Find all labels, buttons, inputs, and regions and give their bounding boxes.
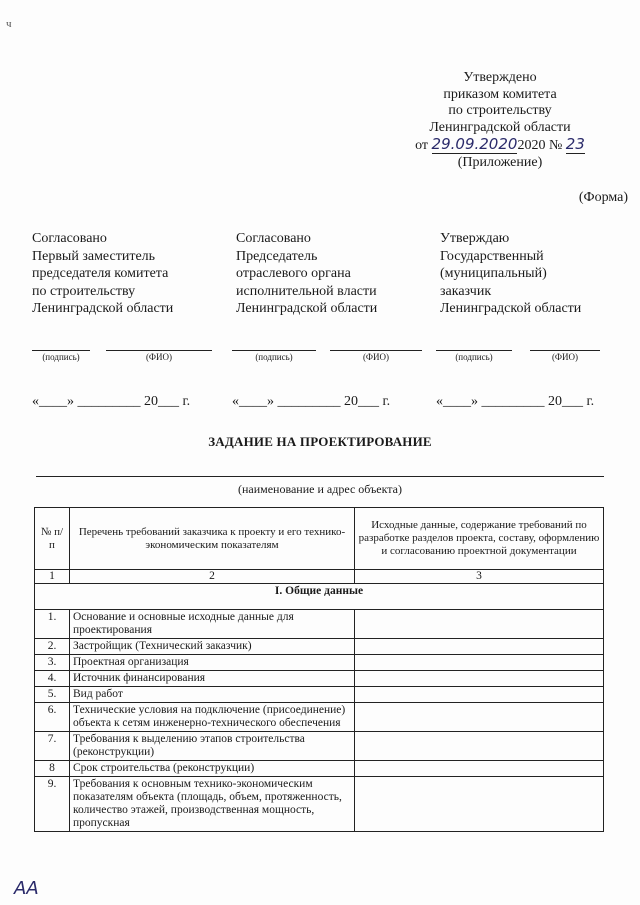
row-number: 6. (35, 703, 70, 732)
column-number: 3 (355, 570, 604, 584)
form-label: (Форма) (578, 190, 628, 205)
table-row (35, 703, 604, 732)
row-number: 4. (35, 671, 70, 687)
signatory-line: Председатель (236, 248, 318, 264)
row-number: 7. (35, 732, 70, 761)
row-number: 3. (35, 655, 70, 671)
approval-date-line (380, 136, 620, 155)
table-row (35, 655, 604, 671)
signature-caption: (подпись) (42, 352, 80, 362)
row-text: Требования к выделению этапов строительства (реконструкции) (70, 732, 355, 761)
signatory-line: по строительству (32, 283, 136, 299)
signatory-column-3 (440, 230, 581, 318)
corner-mark: ч (6, 18, 12, 30)
table-row (35, 761, 604, 777)
handwritten-date: 29.09.2020 (431, 135, 518, 153)
row-value (355, 655, 604, 671)
approval-block (380, 70, 620, 171)
table-row (35, 671, 604, 687)
signatory-line: Ленинградской области (236, 301, 378, 316)
row-value (355, 610, 604, 639)
year-suffix: 2020 № (517, 138, 563, 153)
approval-line: Ленинградской области (429, 119, 571, 135)
name-line (530, 350, 600, 351)
signatory-line: (муниципальный) (440, 266, 547, 281)
row-value (355, 671, 604, 687)
column-number: 2 (70, 570, 355, 584)
signatory-line: Первый заместитель (32, 248, 156, 264)
section-row (35, 584, 604, 610)
row-text: Проектная организация (70, 655, 355, 671)
header-num: № п/п (35, 508, 70, 570)
signatory-line: Согласовано (236, 231, 311, 246)
row-text: Вид работ (70, 687, 355, 703)
row-value (355, 687, 604, 703)
signatory-line: исполнительной власти (236, 283, 377, 299)
signature-caption: (подпись) (255, 352, 293, 362)
name-line (106, 350, 212, 351)
approval-date-field: «____» _________ 20___ г. (232, 394, 391, 409)
signature-caption: (подпись) (455, 352, 493, 362)
approval-line: приказом комитета (443, 86, 557, 102)
row-number: 9. (35, 777, 70, 832)
signatory-line: Согласовано (32, 231, 107, 246)
signatory-column-1 (32, 230, 173, 318)
approval-date-field: «____» _________ 20___ г. (32, 394, 191, 409)
row-value (355, 761, 604, 777)
name-caption: (ФИО) (145, 352, 173, 362)
table-row (35, 610, 604, 639)
row-text: Требования к основным технико-экономическим показателям объекта (площадь, объем, протяженность, количество этажей, производственная мощность, пропускная (70, 777, 355, 832)
row-text: Технические условия на подключение (присоединение) объекта к сетям инженерно-технического обеспечения (70, 703, 355, 732)
signatory-line: Ленинградской области (32, 301, 174, 316)
signatory-line: председателя комитета (32, 266, 169, 281)
row-text: Основание и основные исходные данные для проектирования (70, 610, 355, 639)
row-number: 8 (35, 761, 70, 777)
row-number: 2. (35, 639, 70, 655)
table-row (35, 639, 604, 655)
approval-line: по строительству (448, 103, 552, 118)
name-caption: (ФИО) (551, 352, 579, 362)
document-title: ЗАДАНИЕ НА ПРОЕКТИРОВАНИЕ (208, 434, 432, 449)
column-numbers-row (35, 570, 604, 584)
signature-line (32, 350, 90, 351)
handwritten-number: 23 (565, 135, 585, 153)
header-data: Исходные данные, содержание требований по разработке разделов проекта, составу, оформлению и согласованию проектной документации (355, 508, 604, 570)
row-value (355, 732, 604, 761)
header-requirements: Перечень требований заказчика к проекту и его технико-экономическим показателям (70, 508, 355, 570)
handwritten-initials: АА (14, 878, 39, 899)
signatory-line: отраслевого органа (236, 266, 351, 281)
signatory-column-2 (236, 230, 377, 318)
approval-line: Утверждено (463, 70, 537, 85)
name-line (330, 350, 422, 351)
row-value (355, 777, 604, 832)
row-value (355, 703, 604, 732)
column-number: 1 (35, 570, 70, 584)
section-title: I. Общие данные (35, 584, 604, 610)
name-caption: (ФИО) (362, 352, 390, 362)
row-value (355, 639, 604, 655)
table-row (35, 732, 604, 761)
row-text: Источник финансирования (70, 671, 355, 687)
signature-line (436, 350, 512, 351)
signatory-line: заказчик (440, 283, 492, 299)
row-text: Застройщик (Технический заказчик) (70, 639, 355, 655)
requirements-table (34, 507, 604, 832)
table-row (35, 687, 604, 703)
signatory-line: Государственный (440, 248, 544, 264)
table-row (35, 777, 604, 832)
row-text: Срок строительства (реконструкции) (70, 761, 355, 777)
row-number: 1. (35, 610, 70, 639)
appendix-label: (Приложение) (457, 154, 543, 170)
signatory-line: Ленинградской области (440, 301, 582, 316)
object-caption: (наименование и адрес объекта) (237, 482, 403, 496)
approval-date-field: «____» _________ 20___ г. (436, 394, 595, 409)
row-number: 5. (35, 687, 70, 703)
date-prefix: от (415, 138, 429, 153)
signature-line (232, 350, 316, 351)
signatory-line: Утверждаю (440, 231, 510, 246)
table-header-row (35, 508, 604, 570)
object-name-line (36, 476, 604, 477)
